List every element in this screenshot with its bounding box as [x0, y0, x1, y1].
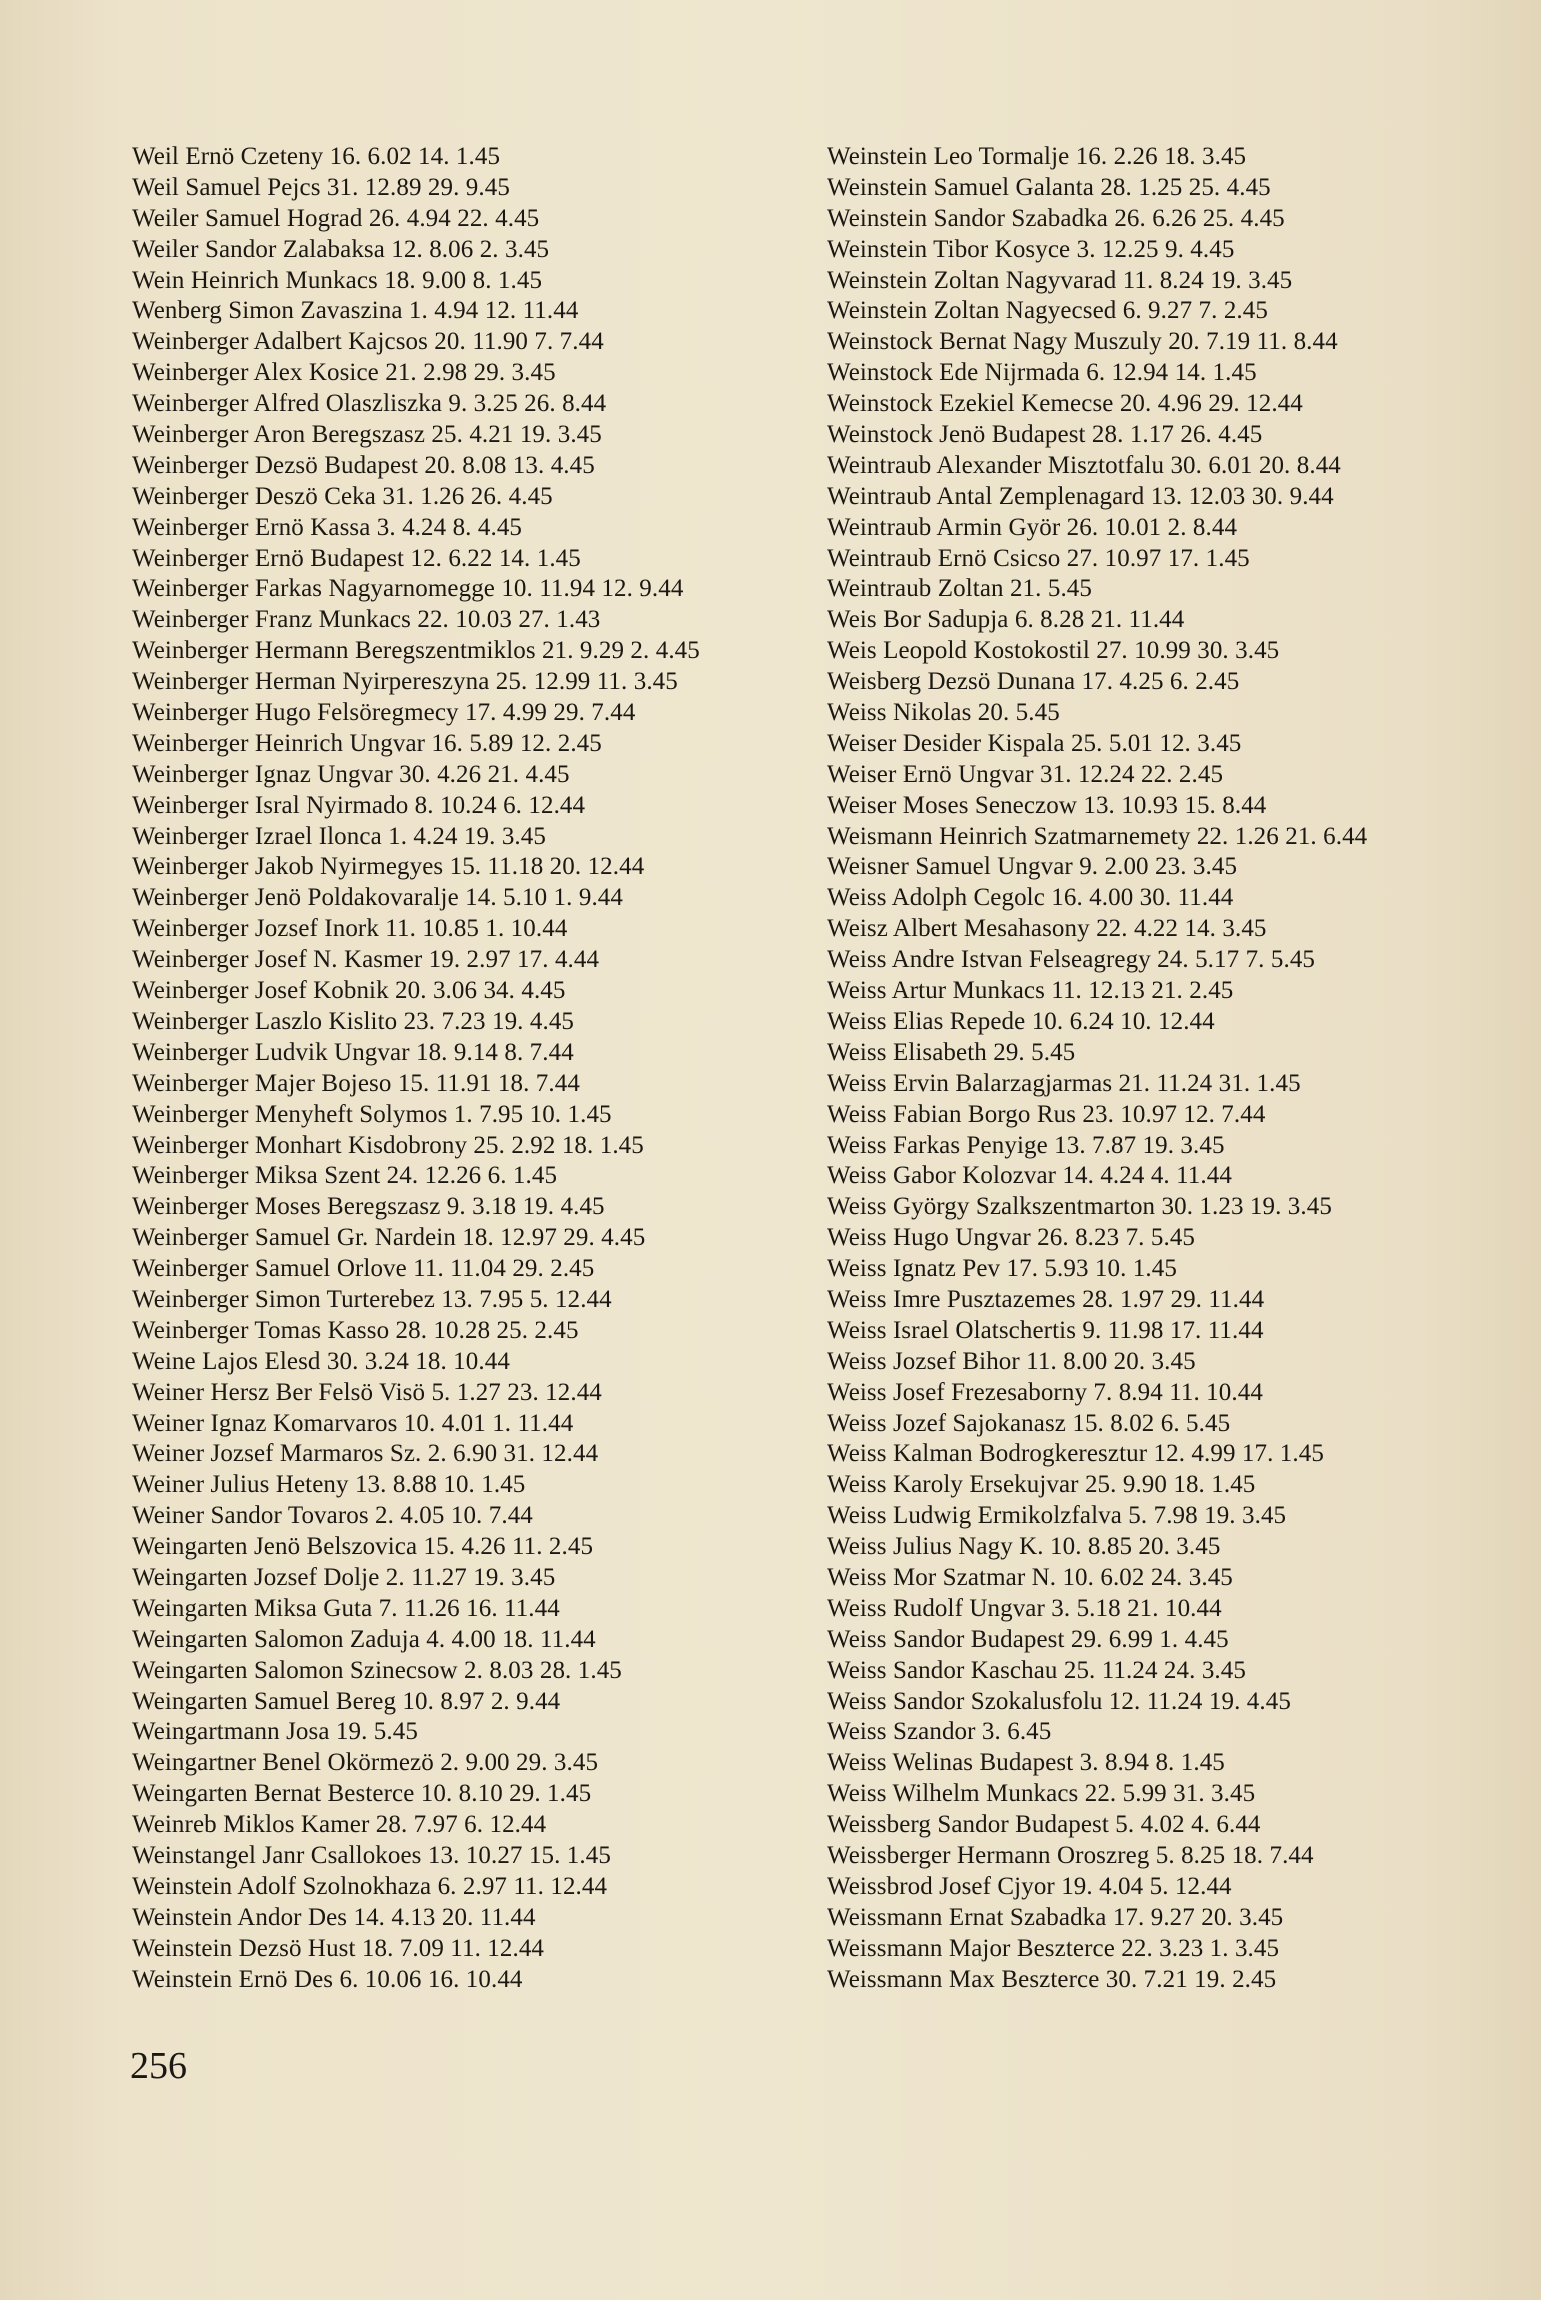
name-entry: Weinberger Heinrich Ungvar 16. 5.89 12. 2.45	[132, 729, 602, 757]
name-entry: Weine Lajos Elesd 30. 3.24 18. 10.44	[132, 1347, 510, 1375]
name-entry: Weinberger Deszö Ceka 31. 1.26 26. 4.45	[132, 482, 553, 510]
name-entry: Weisz Albert Mesahasony 22. 4.22 14. 3.45	[827, 915, 1267, 943]
name-entry: Weiss Hugo Ungvar 26. 8.23 7. 5.45	[827, 1224, 1196, 1252]
name-entry: Weintraub Antal Zemplenagard 13. 12.03 30. 9.44	[827, 482, 1334, 510]
name-entry: Weinberger Tomas Kasso 28. 10.28 25. 2.45	[132, 1316, 579, 1344]
name-entry: Weinberger Samuel Gr. Nardein 18. 12.97 29. 4.45	[132, 1224, 646, 1252]
name-entry: Weinberger Ignaz Ungvar 30. 4.26 21. 4.45	[132, 760, 570, 788]
name-entry: Weiss Adolph Cegolc 16. 4.00 30. 11.44	[827, 884, 1234, 912]
name-entry: Weinberger Dezsö Budapest 20. 8.08 13. 4.45	[132, 451, 595, 479]
name-entry: Weinberger Izrael Ilonca 1. 4.24 19. 3.45	[132, 822, 546, 850]
name-entry: Weinstock Bernat Nagy Muszuly 20. 7.19 11. 8.44	[827, 328, 1338, 356]
name-entry: Weinberger Miksa Szent 24. 12.26 6. 1.45	[132, 1162, 558, 1190]
name-entry: Weingartmann Josa 19. 5.45	[132, 1718, 418, 1746]
name-entry: Weis Bor Sadupja 6. 8.28 21. 11.44	[827, 606, 1185, 634]
name-entry: Weinstein Zoltan Nagyvarad 11. 8.24 19. 3.45	[827, 266, 1293, 294]
name-entry: Weiss Szandor 3. 6.45	[827, 1718, 1052, 1746]
name-entry: Weiss Andre Istvan Felseagregy 24. 5.17 7. 5.45	[827, 946, 1316, 974]
name-entry: Weis Leopold Kostokostil 27. 10.99 30. 3.45	[827, 637, 1280, 665]
name-entry: Weinberger Josef N. Kasmer 19. 2.97 17. 4.44	[132, 946, 600, 974]
name-entry: Weiss Ignatz Pev 17. 5.93 10. 1.45	[827, 1255, 1177, 1283]
name-entry: Weinreb Miklos Kamer 28. 7.97 6. 12.44	[132, 1811, 547, 1839]
name-entry: Weingarten Salomon Zaduja 4. 4.00 18. 11.44	[132, 1625, 596, 1653]
name-entry: Weiss Nikolas 20. 5.45	[827, 699, 1060, 727]
name-entry: Weingartner Benel Okörmezö 2. 9.00 29. 3.45	[132, 1749, 599, 1777]
page-number: 256	[130, 2045, 187, 2087]
name-entry: Weiss Sandor Szokalusfolu 12. 11.24 19. 4.45	[827, 1687, 1291, 1715]
name-entry: Weinberger Farkas Nagyarnomegge 10. 11.94 12. 9.44	[132, 575, 684, 603]
name-entry: Weinberger Majer Bojeso 15. 11.91 18. 7.44	[132, 1069, 580, 1097]
name-entry: Weingarten Bernat Besterce 10. 8.10 29. 1.45	[132, 1780, 592, 1808]
name-entry: Weiner Hersz Ber Felsö Visö 5. 1.27 23. 12.44	[132, 1378, 602, 1406]
name-entry: Weiss Elias Repede 10. 6.24 10. 12.44	[827, 1007, 1215, 1035]
name-entry: Weiss Karoly Ersekujvar 25. 9.90 18. 1.45	[827, 1471, 1256, 1499]
name-entry: Weiss Kalman Bodrogkeresztur 12. 4.99 17. 1.45	[827, 1440, 1324, 1468]
name-entry: Weinstein Andor Des 14. 4.13 20. 11.44	[132, 1903, 536, 1931]
name-entry: Weintraub Zoltan 21. 5.45	[827, 575, 1093, 603]
name-entry: Weissbrod Josef Cjyor 19. 4.04 5. 12.44	[827, 1872, 1232, 1900]
name-entry: Weiss György Szalkszentmarton 30. 1.23 19. 3.45	[827, 1193, 1332, 1221]
name-entry: Weiss Gabor Kolozvar 14. 4.24 4. 11.44	[827, 1162, 1232, 1190]
name-entry: Weinberger Hermann Beregszentmiklos 21. 9.29 2. 4.45	[132, 637, 700, 665]
name-entry: Weinstein Ernö Des 6. 10.06 16. 10.44	[132, 1965, 523, 1993]
name-entry: Weiner Jozsef Marmaros Sz. 2. 6.90 31. 12.44	[132, 1440, 599, 1468]
name-entry: Wein Heinrich Munkacs 18. 9.00 8. 1.45	[132, 266, 543, 294]
name-entry: Weiss Sandor Kaschau 25. 11.24 24. 3.45	[827, 1656, 1246, 1684]
name-entry: Weinberger Jakob Nyirmegyes 15. 11.18 20. 12.44	[132, 853, 645, 881]
name-entry: Weissmann Max Beszterce 30. 7.21 19. 2.45	[827, 1965, 1277, 1993]
name-entry: Weiss Ludwig Ermikolzfalva 5. 7.98 19. 3.45	[827, 1502, 1287, 1530]
name-entry: Weiss Julius Nagy K. 10. 8.85 20. 3.45	[827, 1533, 1221, 1561]
name-entry: Weinberger Herman Nyirpereszyna 25. 12.99 11. 3.45	[132, 668, 678, 696]
name-entry: Weiss Elisabeth 29. 5.45	[827, 1038, 1076, 1066]
name-entry: Weinberger Josef Kobnik 20. 3.06 34. 4.45	[132, 977, 566, 1005]
name-entry: Weinstein Dezsö Hust 18. 7.09 11. 12.44	[132, 1934, 545, 1962]
name-entry: Weiss Jozsef Bihor 11. 8.00 20. 3.45	[827, 1347, 1196, 1375]
name-entry: Weiss Sandor Budapest 29. 6.99 1. 4.45	[827, 1625, 1229, 1653]
name-entry: Weissberg Sandor Budapest 5. 4.02 4. 6.44	[827, 1811, 1261, 1839]
name-entry: Weiss Welinas Budapest 3. 8.94 8. 1.45	[827, 1749, 1225, 1777]
name-entry: Weismann Heinrich Szatmarnemety 22. 1.26 21. 6.44	[827, 822, 1368, 850]
name-entry: Weinberger Hugo Felsöregmecy 17. 4.99 29. 7.44	[132, 699, 636, 727]
name-entry: Weinstock Ezekiel Kemecse 20. 4.96 29. 12.44	[827, 390, 1303, 418]
name-entry: Wenberg Simon Zavaszina 1. 4.94 12. 11.44	[132, 297, 579, 325]
name-entry: Weiss Ervin Balarzagjarmas 21. 11.24 31. 1.45	[827, 1069, 1301, 1097]
name-entry: Weinberger Simon Turterebez 13. 7.95 5. 12.44	[132, 1285, 612, 1313]
name-entry: Weiss Wilhelm Munkacs 22. 5.99 31. 3.45	[827, 1780, 1256, 1808]
name-entry: Weingarten Jozsef Dolje 2. 11.27 19. 3.45	[132, 1563, 556, 1591]
name-entry: Weinberger Ludvik Ungvar 18. 9.14 8. 7.44	[132, 1038, 574, 1066]
name-entry: Weiss Israel Olatschertis 9. 11.98 17. 11.44	[827, 1316, 1264, 1344]
name-entry: Weiss Josef Frezesaborny 7. 8.94 11. 10.44	[827, 1378, 1263, 1406]
name-entry: Weinstock Jenö Budapest 28. 1.17 26. 4.45	[827, 421, 1263, 449]
name-entry: Weiner Sandor Tovaros 2. 4.05 10. 7.44	[132, 1502, 533, 1530]
name-entry: Weiler Sandor Zalabaksa 12. 8.06 2. 3.45	[132, 235, 550, 263]
name-entry: Weingarten Samuel Bereg 10. 8.97 2. 9.44	[132, 1687, 561, 1715]
name-entry: Weisner Samuel Ungvar 9. 2.00 23. 3.45	[827, 853, 1238, 881]
left-column	[132, 142, 792, 1995]
name-entry: Weinberger Aron Beregszasz 25. 4.21 19. 3.45	[132, 421, 602, 449]
name-entry: Weiss Imre Pusztazemes 28. 1.97 29. 11.44	[827, 1285, 1265, 1313]
name-entry: Weintraub Ernö Csicso 27. 10.97 17. 1.45	[827, 544, 1250, 572]
name-entry: Weinberger Ernö Kassa 3. 4.24 8. 4.45	[132, 513, 523, 541]
name-entry: Weiler Samuel Hograd 26. 4.94 22. 4.45	[132, 204, 540, 232]
name-entry: Weintraub Armin Györ 26. 10.01 2. 8.44	[827, 513, 1238, 541]
name-entry: Weingarten Miksa Guta 7. 11.26 16. 11.44	[132, 1594, 560, 1622]
name-entry: Weinstangel Janr Csallokoes 13. 10.27 15. 1.45	[132, 1841, 611, 1869]
name-entry: Weintraub Alexander Misztotfalu 30. 6.01 20. 8.44	[827, 451, 1341, 479]
name-entry: Weinstein Leo Tormalje 16. 2.26 18. 3.45	[827, 143, 1247, 170]
name-entry: Weiss Fabian Borgo Rus 23. 10.97 12. 7.44	[827, 1100, 1266, 1128]
name-entry: Weinberger Jenö Poldakovaralje 14. 5.10 1. 9.44	[132, 884, 624, 912]
name-entry: Weinstein Adolf Szolnokhaza 6. 2.97 11. 12.44	[132, 1872, 608, 1900]
name-entry: Weiser Desider Kispala 25. 5.01 12. 3.45	[827, 729, 1242, 757]
name-entry: Weinberger Ernö Budapest 12. 6.22 14. 1.45	[132, 544, 581, 572]
name-entry: Weiner Ignaz Komarvaros 10. 4.01 1. 11.44	[132, 1409, 574, 1437]
name-entry: Weiss Rudolf Ungvar 3. 5.18 21. 10.44	[827, 1594, 1222, 1622]
name-entry: Weinberger Alex Kosice 21. 2.98 29. 3.45	[132, 359, 556, 387]
name-entry: Weissmann Major Beszterce 22. 3.23 1. 3.45	[827, 1934, 1280, 1962]
name-entry: Weissberger Hermann Oroszreg 5. 8.25 18. 7.44	[827, 1841, 1314, 1869]
name-entry: Weinberger Monhart Kisdobrony 25. 2.92 18. 1.45	[132, 1131, 644, 1159]
name-entry: Weinstein Samuel Galanta 28. 1.25 25. 4.45	[827, 173, 1271, 201]
name-entry: Weinstein Tibor Kosyce 3. 12.25 9. 4.45	[827, 235, 1235, 263]
name-entry: Weinberger Isral Nyirmado 8. 10.24 6. 12.44	[132, 791, 586, 819]
name-entry: Weingarten Salomon Szinecsow 2. 8.03 28. 1.45	[132, 1656, 622, 1684]
name-entry: Weingarten Jenö Belszovica 15. 4.26 11. 2.45	[132, 1533, 594, 1561]
right-column	[827, 142, 1467, 1995]
name-entry: Weinberger Menyheft Solymos 1. 7.95 10. 1.45	[132, 1100, 612, 1128]
name-entry: Weinberger Franz Munkacs 22. 10.03 27. 1.43	[132, 606, 601, 634]
name-entry: Weiss Jozef Sajokanasz 15. 8.02 6. 5.45	[827, 1409, 1231, 1437]
name-entry: Weiner Julius Heteny 13. 8.88 10. 1.45	[132, 1471, 526, 1499]
name-entry: Weinstock Ede Nijrmada 6. 12.94 14. 1.45	[827, 359, 1257, 387]
name-entry: Weiss Farkas Penyige 13. 7.87 19. 3.45	[827, 1131, 1225, 1159]
name-entry: Weissmann Ernat Szabadka 17. 9.27 20. 3.45	[827, 1903, 1284, 1931]
name-entry: Weiss Artur Munkacs 11. 12.13 21. 2.45	[827, 977, 1234, 1005]
name-entry: Weinberger Adalbert Kajcsos 20. 11.90 7. 7.44	[132, 328, 604, 356]
name-entry: Weiss Mor Szatmar N. 10. 6.02 24. 3.45	[827, 1563, 1233, 1591]
name-entry: Weinberger Moses Beregszasz 9. 3.18 19. 4.45	[132, 1193, 605, 1221]
name-entry: Weinberger Alfred Olaszliszka 9. 3.25 26. 8.44	[132, 390, 607, 418]
name-entry: Weinstein Zoltan Nagyecsed 6. 9.27 7. 2.45	[827, 297, 1268, 325]
name-entry: Weisberg Dezsö Dunana 17. 4.25 6. 2.45	[827, 668, 1240, 696]
name-entry: Weiser Ernö Ungvar 31. 12.24 22. 2.45	[827, 760, 1224, 788]
name-entry: Weinberger Samuel Orlove 11. 11.04 29. 2.45	[132, 1255, 595, 1283]
name-entry: Weinstein Sandor Szabadka 26. 6.26 25. 4.45	[827, 204, 1285, 232]
name-entry: Weinberger Laszlo Kislito 23. 7.23 19. 4.45	[132, 1007, 575, 1035]
name-entry: Weiser Moses Seneczow 13. 10.93 15. 8.44	[827, 791, 1267, 819]
name-entry: Weil Samuel Pejcs 31. 12.89 29. 9.45	[132, 173, 510, 201]
name-entry: Weinberger Jozsef Inork 11. 10.85 1. 10.44	[132, 915, 568, 943]
name-entry: Weil Ernö Czeteny 16. 6.02 14. 1.45	[132, 143, 501, 170]
